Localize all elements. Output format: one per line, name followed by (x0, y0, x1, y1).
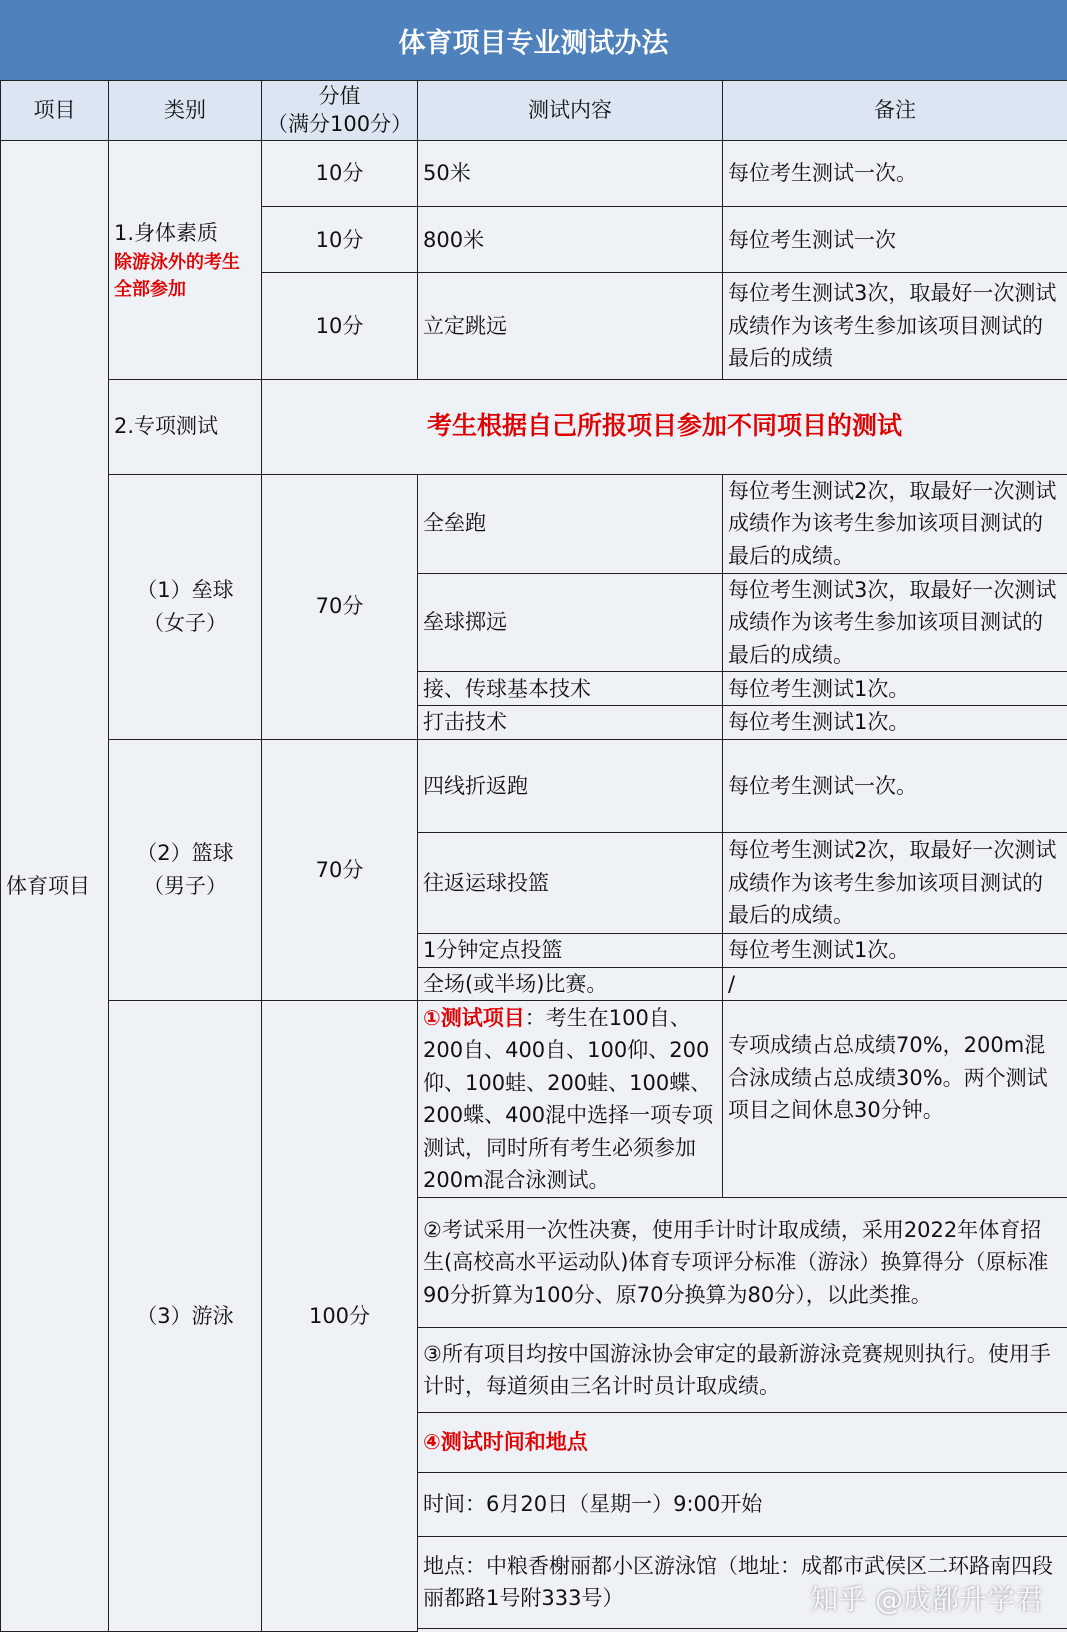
remark-cell: 每位考生测试1次。 (723, 706, 1067, 740)
header-category: 类别 (109, 81, 262, 141)
physical-category-cell (109, 141, 262, 379)
swimming-item1-label: ①测试项目 (423, 1005, 525, 1030)
softball-category-line2: （女子） (143, 610, 227, 635)
swimming-item1-remark: 专项成绩占总成绩70%，200m混合泳成绩占总成绩30%。两个测试项目之间休息30分钟。 (723, 1001, 1067, 1198)
remark-cell: 每位考生测试一次 (723, 207, 1067, 273)
content-cell: 垒球掷远 (418, 573, 723, 672)
table-row (1, 141, 1067, 207)
watermark: 知乎 @成都升学君 (810, 1583, 1043, 1616)
swimming-item4-label: ④测试时间和地点 (423, 1430, 588, 1455)
content-cell: 50米 (418, 141, 723, 207)
remark-cell: 每位考生测试一次。 (723, 141, 1067, 207)
header-score (262, 81, 418, 141)
swimming-item2: ②考试采用一次性决赛，使用手计时计取成绩，采用2022年体育招生(高校高水平运动队)体育专项评分标准（游泳）换算得分（原标准90分折算为100分、原70分换算为80分），以此类推。 (418, 1197, 1067, 1327)
score-cell: 10分 (262, 207, 418, 273)
special-note-cell (262, 379, 1067, 474)
header-score-line2: （满分100分） (267, 111, 413, 136)
table-row (1, 1001, 1067, 1198)
remark-cell: 每位考生测试3次，取最好一次测试成绩作为该考生参加该项目测试的最后的成绩 (723, 273, 1067, 379)
swimming-item1-cell (418, 1001, 723, 1198)
content-cell: 打击技术 (418, 706, 723, 740)
table-row (1, 739, 1067, 832)
remark-cell: 每位考生测试一次。 (723, 739, 1067, 832)
swimming-time: 时间：6月20日（星期一）9:00开始 (418, 1472, 1067, 1536)
remark-cell: 每位考生测试2次，取最好一次测试成绩作为该考生参加该项目测试的最后的成绩。 (723, 474, 1067, 573)
table-row (1, 474, 1067, 573)
basketball-category-line1: （2）篮球 (136, 841, 234, 866)
swimming-item4-cell (418, 1413, 1067, 1472)
remark-cell: 每位考生测试3次，取最好一次测试成绩作为该考生参加该项目测试的最后的成绩。 (723, 573, 1067, 672)
softball-score: 70分 (262, 474, 418, 739)
remark-cell: 每位考生测试2次，取最好一次测试成绩作为该考生参加该项目测试的最后的成绩。 (723, 832, 1067, 933)
project-cell: 体育项目 (1, 141, 109, 1632)
special-note: 考生根据自己所报项目参加不同项目的测试 (426, 411, 902, 441)
softball-category-line1: （1）垒球 (136, 578, 234, 603)
physical-category: 1.身体素质 (114, 220, 219, 245)
remark-cell: / (723, 967, 1067, 1001)
header-remark: 备注 (723, 81, 1067, 141)
page-title: 体育项目专业测试办法 (0, 0, 1067, 80)
basketball-score: 70分 (262, 739, 418, 1001)
swimming-score: 100分 (262, 1001, 418, 1632)
content-cell: 1分钟定点投篮 (418, 934, 723, 968)
content-cell: 立定跳远 (418, 273, 723, 379)
content-cell: 往返运球投篮 (418, 832, 723, 933)
score-cell: 10分 (262, 273, 418, 379)
table-row (1, 379, 1067, 474)
swimming-place: 地点：中粮香榭丽都小区游泳馆（地址：成都市武侯区二环路南四段丽都路1号附333号） (418, 1536, 1067, 1628)
swimming-item1-text: ：考生在100自、200自、400自、100仰、200仰、100蛙、200蛙、100蝶、200蝶、400混中选择一项专项测试，同时所有考生必须参加200m混合泳测试。 (423, 1005, 714, 1193)
content-cell: 全垒跑 (418, 474, 723, 573)
remark-cell: 每位考生测试1次。 (723, 934, 1067, 968)
content-cell: 800米 (418, 207, 723, 273)
swimming-category: （3）游泳 (109, 1001, 262, 1632)
swimming-item3: ③所有项目均按中国游泳协会审定的最新游泳竞赛规则执行。使用手计时，每道须由三名计时员计取成绩。 (418, 1328, 1067, 1413)
physical-note-line2: 全部参加 (114, 279, 186, 301)
basketball-category-cell (109, 739, 262, 1001)
score-cell: 10分 (262, 141, 418, 207)
header-project: 项目 (1, 81, 109, 141)
content-cell: 接、传球基本技术 (418, 672, 723, 706)
header-content: 测试内容 (418, 81, 723, 141)
physical-note-line1: 除游泳外的考生 (114, 252, 240, 274)
table-header-row (1, 81, 1067, 141)
header-score-line1: 分值 (318, 84, 361, 109)
content-cell: 四线折返跑 (418, 739, 723, 832)
basketball-category-line2: （男子） (143, 873, 227, 898)
content-cell: 全场(或半场)比赛。 (418, 967, 723, 1001)
remark-cell: 每位考生测试1次。 (723, 672, 1067, 706)
spacer-cell (418, 1630, 1067, 1631)
softball-category-cell (109, 474, 262, 739)
test-method-table (0, 80, 1067, 1632)
special-category: 2.专项测试 (109, 379, 262, 474)
